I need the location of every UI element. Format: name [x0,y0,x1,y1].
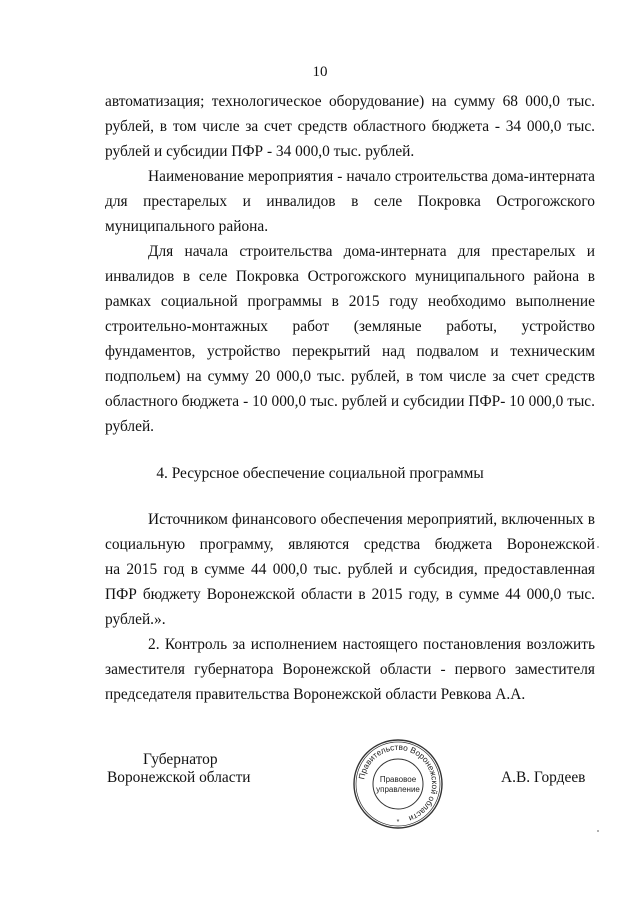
text-line: на 2015 год в сумме 44 000,0 тыс. рублей и субсидия, предоставленная [105,561,595,578]
text-line: заместителя губернатора Воронежской области - первого заместителя [105,661,595,678]
text-line: ПФР бюджету Воронежской области в 2015 году, в сумме 44 000,0 тыс. [105,586,595,603]
seal-center-line1: Правовое [379,775,417,784]
text-line: председателя правительства Воронежской области Ревкова А.А. [105,686,526,703]
text-line: муниципального района. [105,218,269,235]
text-line: инвалидов в селе Покровка Острогожского муниципального района в [105,268,595,285]
text-line: областного бюджета - 10 000,0 тыс. рублей и субсидии ПФР- 10 000,0 тыс. [105,393,595,410]
text-line: рублей. [105,418,155,435]
page-number: 10 [312,64,328,80]
text-line: Наименование мероприятия - начало строительства дома-интерната [148,168,595,185]
text-line: рамках социальной программы в 2015 году необходимо выполнение [105,293,595,310]
text-line: рублей.». [105,611,166,628]
text-line: социальную программу, являются средства бюджета Воронежской [105,536,595,553]
official-seal [352,738,444,830]
text-line: Источником финансового обеспечения мероприятий, включенных в [148,511,595,528]
text-line: фундаментов, устройство перекрытий над подвалом и техническим [105,343,595,360]
seal-ring-text: Правительство Воронежской области [356,741,441,824]
signatory-title-line2: Воронежской области [107,769,251,786]
text-line: Для начала строительства дома-интерната для престарелых и [148,243,595,260]
text-line: строительно-монтажных работ (земляные работы, устройство [105,318,595,335]
text-line: подпольем) на сумму 20 000,0 тыс. рублей, в том числе за счет средств [105,368,595,385]
text-line: 2. Контроль за исполнением настоящего постановления возложить [148,636,595,653]
signatory-title-line1: Губернатор [143,751,218,768]
text-line: рублей и субсидии ПФР - 34 000,0 тыс. рублей. [105,143,415,160]
svg-text:*: * [396,819,400,826]
section-heading: 4. Ресурсное обеспечение социальной программы [156,465,484,482]
signatory-name: А.В. Гордеев [501,769,586,786]
text-line: рублей, в том числе за счет средств областного бюджета - 34 000,0 тыс. [105,118,595,135]
seal-center-line2: управление [376,785,420,794]
text-line: автоматизация; технологическое оборудование) на сумму 68 000,0 тыс. [105,93,595,110]
text-line: для престарелых и инвалидов в селе Покровка Острогожского [105,193,595,210]
